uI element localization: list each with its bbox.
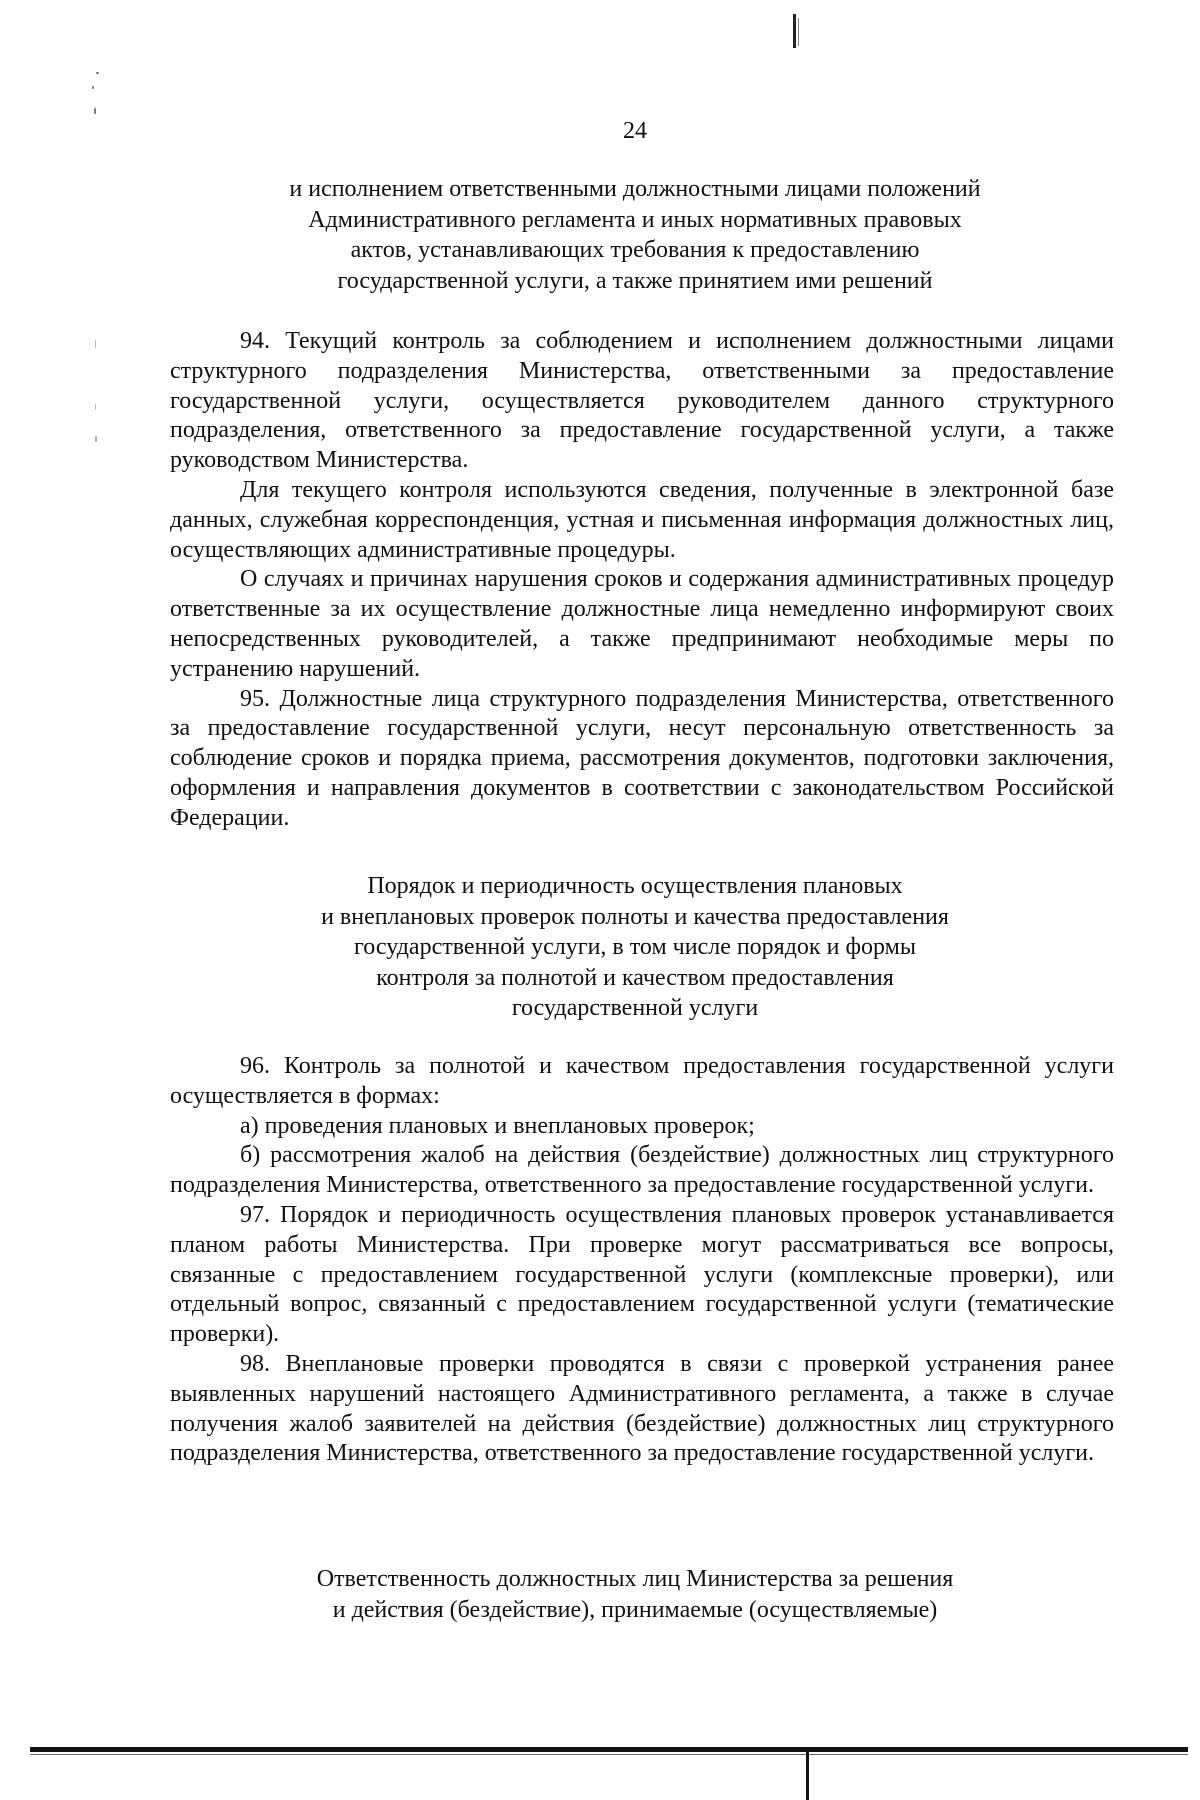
body-text-block-2 [170, 1052, 1114, 1469]
scan-bottom-rule [30, 1747, 1188, 1752]
scan-mark-top-faint [798, 18, 799, 46]
heading-line: Порядок и периодичность осуществления плановых [367, 873, 903, 899]
section-heading-responsibility [160, 1564, 1110, 1625]
page-number: 24 [623, 118, 647, 144]
scan-speck [95, 404, 96, 410]
paragraph-97: 97. Порядок и периодичность осуществления плановых проверок устанавливается планом работы Министерства. При проверке могут рассматриваться все вопросы, связанные с предоставлением государственной услуги (комплексные проверки), или отдельный вопрос, связанный с предоставлением государственной услуги (тематические проверки). [170, 1201, 1114, 1348]
paragraph-98: 98. Внеплановые проверки проводятся в связи с проверкой устранения ранее выявленных нарушений настоящего Административного регламента, а также в случае получения жалоб заявителей на действия (бездействие) должностных лиц структурного подразделения Министерства, ответственного за предоставление государственной услуги. [170, 1350, 1114, 1467]
heading-line: государственной услуги [511, 995, 759, 1021]
heading-line: контроля за полнотой и качеством предоставления [376, 964, 894, 991]
scan-speck [92, 86, 94, 89]
paragraph-96a: а) проведения плановых и внеплановых проверок; [240, 1112, 755, 1139]
paragraph-96b: б) рассмотрения жалоб на действия (бездействие) должностных лиц структурного подразделения Министерства, ответственного за предоставление государственной услуги. [170, 1142, 1114, 1199]
scan-speck [94, 108, 96, 114]
heading-line: государственной услуги, а также принятием ими решений [337, 267, 933, 294]
body-text-block-1 [170, 327, 1114, 834]
paragraph-current-control-sources: Для текущего контроля используются сведения, полученные в электронной базе данных, служебная корреспонденция, устная и письменная информация должностных лиц, осуществляющих административные процедуры. [170, 476, 1114, 563]
scan-bottom-rule-thin [30, 1754, 1188, 1755]
scan-speck [96, 72, 99, 74]
paragraph-95: 95. Должностные лица структурного подразделения Министерства, ответственного за предоставление государственной услуги, несут персональную ответственность за соблюдение сроков и порядка приема, рассмотрения документов, подготовки заключения, оформления и направления документов в соответствии с законодательством Российской Федерации. [170, 685, 1114, 831]
paragraph-94: 94. Текущий контроль за соблюдением и исполнением должностными лицами структурного подразделения Министерства, ответственными за предоставление государственной услуги, осуществляется руководителем данного структурного подразделения, ответственного за предоставление государственной услуги, а также руководством Министерства. [170, 328, 1114, 474]
paragraph-96: 96. Контроль за полнотой и качеством предоставления государственной услуги осуществляется в формах: [170, 1053, 1114, 1109]
heading-line: государственной услуги, в том числе порядок и формы [354, 934, 916, 960]
scan-bottom-tick [806, 1752, 809, 1800]
scan-mark-top [793, 14, 796, 48]
heading-line: и исполнением ответственными должностными лицами положений [289, 176, 981, 202]
scan-speck [95, 436, 97, 442]
section-heading-control-1 [160, 174, 1110, 296]
scan-speck [95, 340, 96, 348]
paragraph-violations-reporting: О случаях и причинах нарушения сроков и содержания административных процедур ответственные за их осуществление должностные лица немедленно информируют своих непосредственных руководителей, а также предпринимают необходимые меры по устранению нарушений. [170, 566, 1114, 682]
heading-line: Административного регламента и иных нормативных правовых [308, 206, 962, 233]
heading-line: и действия (бездействие), принимаемые (осуществляемые) [332, 1596, 938, 1623]
heading-line: актов, устанавливающих требования к предоставлению [350, 237, 920, 263]
heading-line: и внеплановых проверок полноты и качества предоставления [321, 903, 949, 930]
section-heading-inspections [160, 871, 1110, 1024]
heading-line: Ответственность должностных лиц Министерства за решения [316, 1566, 954, 1592]
